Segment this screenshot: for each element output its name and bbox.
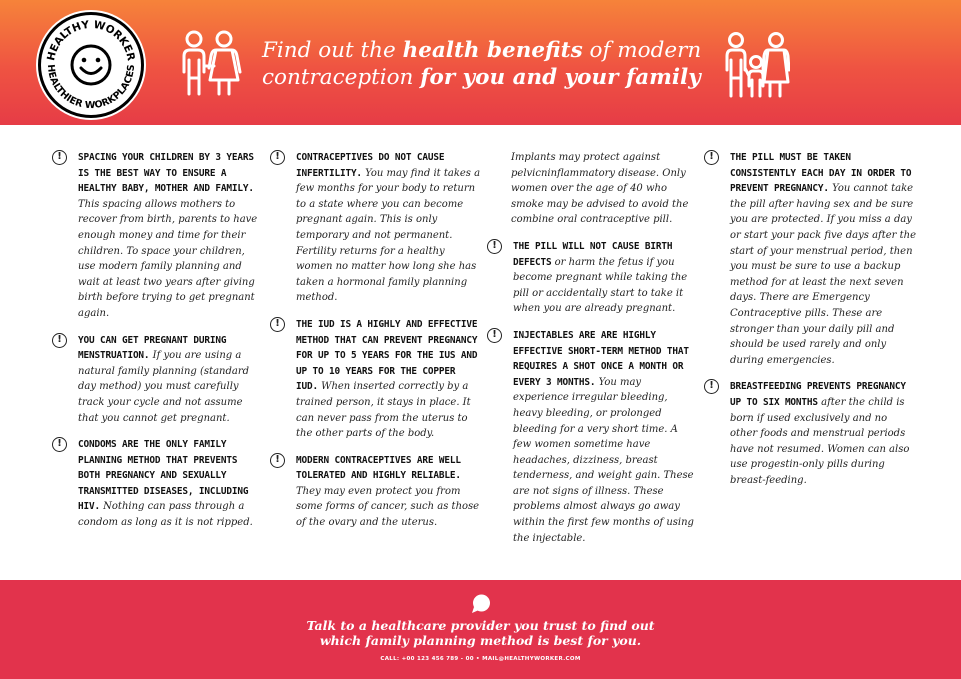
logo-top-text: HEALTHY WORKER bbox=[45, 18, 137, 62]
footer-line-1: Talk to a healthcare provider you trust to find out bbox=[306, 618, 655, 633]
tip-item bbox=[270, 150, 482, 306]
tip-heading: MODERN CONTRACEPTIVES ARE WELL TOLERATED AND HIGHLY RELIABLE. bbox=[296, 454, 461, 482]
tip-item bbox=[270, 317, 482, 442]
tip-item bbox=[270, 453, 482, 531]
headline-line-2-bold: for you and your family bbox=[420, 65, 701, 90]
tip-body: When inserted correctly by a trained person, it stays in place. It can never pass from the uterus to the other parts of the body. bbox=[296, 381, 471, 440]
exclamation-icon: ! bbox=[704, 150, 719, 165]
exclamation-icon: ! bbox=[52, 150, 67, 165]
tip-body: You may experience irregular bleeding, heavy bleeding, or prolonged bleeding for a very short time. A few women sometime have headaches, dizziness, breast tenderness, and weight gain. These are not signs of illness. These problems almost always go away within the first few months of using the injectable. bbox=[513, 376, 694, 544]
tip-body: after the child is born if used exclusively and no other foods and menstrual periods have not resumed. Women can also use progestin-only pills during breast-feeding. bbox=[730, 396, 910, 486]
family-icon bbox=[722, 32, 790, 100]
healthy-worker-logo bbox=[34, 8, 148, 122]
tip-item bbox=[52, 437, 264, 531]
tip-item bbox=[487, 328, 699, 546]
tip-heading: SPACING YOUR CHILDREN BY 3 YEARS IS THE BEST WAY TO ENSURE A HEALTHY BABY, MOTHER AND FAMILY. bbox=[78, 152, 254, 195]
exclamation-icon: ! bbox=[52, 437, 67, 452]
footer-message bbox=[0, 618, 961, 648]
headline bbox=[262, 37, 722, 91]
exclamation-icon: ! bbox=[487, 328, 502, 343]
exclamation-icon: ! bbox=[270, 453, 285, 468]
tip-heading: THE PILL WILL NOT CAUSE BIRTH DEFECTS bbox=[513, 240, 673, 268]
tip-heading: THE IUD IS A HIGHLY AND EFFECTIVE METHOD THAT CAN PREVENT PREGNANCY FOR UP TO 5 YEARS FOR THE IUS AND UP TO 10 YEARS FOR THE COPPER IUD. bbox=[296, 318, 478, 393]
contact-line: CALL: +00 123 456 789 - 00 • MAIL@HEALTHYWORKER.COM bbox=[380, 656, 581, 662]
tip-heading: BREASTFEEDING PREVENTS PREGNANCY UP TO SIX MONTHS bbox=[730, 381, 906, 408]
footer-line-2: which family planning method is best for you. bbox=[319, 633, 642, 648]
exclamation-icon: ! bbox=[270, 150, 285, 165]
tip-item bbox=[704, 150, 916, 368]
column-2 bbox=[270, 150, 482, 542]
tip-body: This spacing allows mothers to recover from birth, parents to have enough money and time for their children. To space your children, use modern family planning and wait at least two years after giving birth before trying to get pregnant again. bbox=[78, 198, 258, 319]
tip-heading: THE PILL MUST BE TAKEN CONSISTENTLY EACH DAY IN ORDER TO PREVENT PREGNANCY. bbox=[730, 152, 912, 195]
speech-bubble-icon bbox=[471, 594, 491, 614]
tip-body: You cannot take the pill after having sex and be sure you are protected. If you miss a day or start your pack five days after the start of your menstrual period, then you must be sure to use a backup method for at least the next seven days. There are Emergency Contraceptive pills. These are stronger than your daily pill and should be used rarely and only during emergencies. bbox=[730, 183, 917, 366]
headline-line-1 bbox=[262, 37, 722, 64]
exclamation-icon: ! bbox=[704, 379, 719, 394]
tip-item bbox=[52, 150, 264, 322]
logo-bottom-text: HEALTHIER WORKPLACES bbox=[44, 63, 138, 112]
headline-line-2-pre: contraception bbox=[262, 65, 421, 90]
tip-item bbox=[704, 379, 916, 488]
headline-line-1-pre: Find out the bbox=[262, 38, 403, 63]
headline-line-2 bbox=[262, 64, 722, 91]
tip-body: or harm the fetus if you become pregnant while taking the pill or accidentally start to take it when you are already pregnant. bbox=[513, 256, 688, 315]
tip-body: If you are using a natural family planning (standard day method) you must carefully track your cycle and not assume that you cannot get pregnant. bbox=[78, 350, 250, 424]
couple-icon bbox=[176, 30, 242, 98]
tip-heading: CONTRACEPTIVES DO NOT CAUSE INFERTILITY. bbox=[296, 152, 445, 179]
smiley-face-icon bbox=[72, 46, 110, 84]
column-1 bbox=[52, 150, 264, 542]
header-banner bbox=[0, 0, 961, 125]
tip-heading: YOU CAN GET PREGNANT DURING MENSTRUATION. bbox=[78, 334, 227, 362]
tip-heading: CONDOMS ARE THE ONLY FAMILY PLANNING METHOD THAT PREVENTS BOTH PREGNANCY AND SEXUALLY TRANSMITTED DISEASES, INCLUDING HIV. bbox=[78, 439, 249, 513]
column-3 bbox=[487, 150, 699, 557]
headline-line-1-post: of modern bbox=[582, 38, 702, 63]
column-4 bbox=[704, 150, 916, 499]
exclamation-icon: ! bbox=[487, 239, 502, 254]
exclamation-icon: ! bbox=[52, 333, 67, 348]
tip-body: You may find it takes a few months for your body to return to a state where you can become pregnant again. This is only temporary and not permanent. Fertility returns for a healthy women no matter how long she has taken a hormonal family planning method. bbox=[296, 167, 481, 304]
tip-item bbox=[52, 333, 264, 427]
tip-item bbox=[487, 239, 699, 317]
exclamation-icon: ! bbox=[270, 317, 285, 332]
implants-paragraph: Implants may protect against pelvicninflammatory disease. Only women over the age of 40 who smoke may be advised to avoid the combine oral contraceptive pill. bbox=[511, 152, 689, 226]
headline-line-1-bold: health benefits bbox=[402, 38, 583, 63]
tip-body: They may even protect you from some forms of cancer, such as those of the ovary and the uterus. bbox=[296, 485, 480, 529]
tip-heading: INJECTABLES ARE ARE HIGHLY EFFECTIVE SHORT-TERM METHOD THAT REQUIRES A SHOT ONCE A MONTH OR EVERY 3 MONTHS. bbox=[513, 329, 689, 388]
tip-body: Nothing can pass through a condom as long as it is not ripped. bbox=[78, 501, 253, 529]
